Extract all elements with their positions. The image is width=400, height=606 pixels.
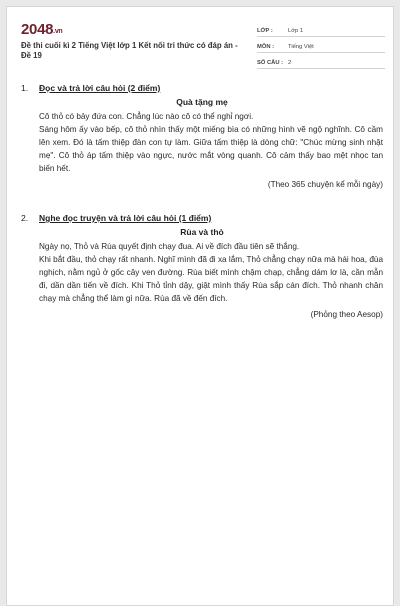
document-title: Đề thi cuối kì 2 Tiếng Việt lớp 1 Kết nối tri thức có đáp án - Đề 19 [21, 41, 238, 60]
story-paragraph: Ngày nọ, Thỏ và Rùa quyết định chạy đua. Ai về đích đầu tiên sẽ thắng. [39, 242, 300, 251]
story-title: Quà tặng mẹ [176, 97, 228, 107]
logo-main: 2048 [21, 21, 54, 38]
story-paragraph: Khi bắt đầu, thỏ chạy rất nhanh. Nghĩ mình đã đi xa lắm, Thỏ chẳng chạy nữa mà hái hoa, đùa nghịch, nằm ngủ ở gốc cây ven đường. Rùa biết mình chậm chạp, chẳng dám lơ là, cần mẫn đi, dần dần tiến về đích. Khi Thỏ tỉnh dậy, giật mình thấy Rùa sắp cán đích. Thỏ nhanh chân chạy mà chẳng thể làm gì nữa. Rùa đã về đến đích. [39, 255, 383, 303]
site-logo[interactable] [21, 21, 62, 38]
meta-row-class [257, 22, 385, 37]
meta-row-question-count [257, 54, 385, 69]
logo-suffix: .vn [53, 28, 63, 35]
meta-label: LỚP : [257, 28, 273, 34]
story-title: Rùa và thỏ [180, 227, 224, 237]
story-paragraph: Cô thỏ có bảy đứa con. Chẳng lúc nào cô có thể nghỉ ngơi. [39, 112, 254, 121]
question-number: 1. [21, 83, 29, 93]
question-1 [21, 83, 383, 191]
question-title: Nghe đọc truyện và trả lời câu hỏi (1 điểm) [39, 213, 212, 223]
question-title: Đọc và trả lời câu hỏi (2 điểm) [39, 83, 161, 93]
document-page [6, 6, 394, 606]
meta-value: Lớp 1 [288, 28, 304, 34]
meta-info [257, 22, 385, 70]
meta-row-subject [257, 38, 385, 53]
story-source: (Phỏng theo Aesop) [310, 310, 383, 319]
document-header [17, 15, 385, 67]
question-number: 2. [21, 213, 29, 223]
meta-value: 2 [288, 60, 292, 66]
story-paragraph: Sáng hôm ấy vào bếp, cô thỏ nhìn thấy một miếng bìa có những hình vẽ ngộ nghĩnh. Cô cầm lên xem. Đó là tấm thiệp đàn con tự làm. Giữa tấm thiệp là dòng chữ: "Chúc mừng sinh nhật mẹ". Cô thỏ áp tấm thiệp vào ngực, nước mắt vòng quanh. Cô cảm thấy bao mệt nhọc tan biến hết. [39, 125, 383, 173]
meta-value: Tiếng Việt [288, 44, 314, 50]
question-2 [21, 213, 383, 321]
story-source: (Theo 365 chuyện kể mỗi ngày) [267, 180, 383, 189]
question-heading [21, 83, 383, 93]
meta-label: MÔN : [257, 44, 275, 50]
question-heading [21, 213, 383, 223]
meta-label: SỐ CÂU : [257, 60, 284, 66]
